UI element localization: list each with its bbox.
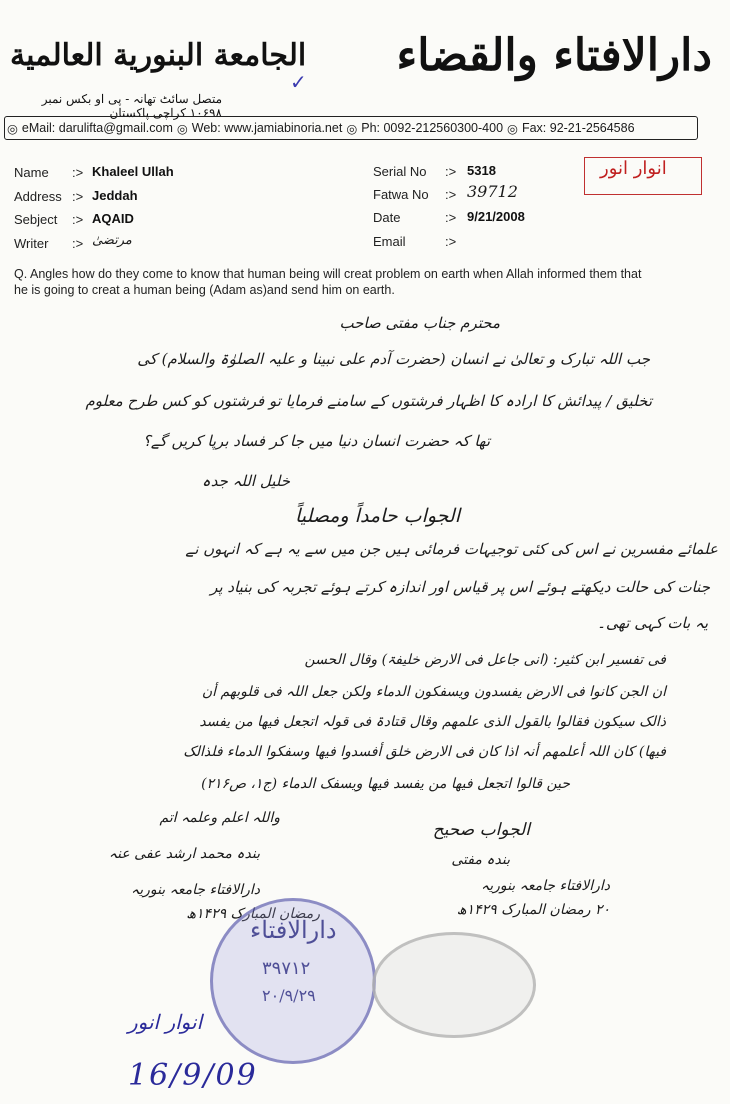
- web-icon: ◎: [176, 121, 188, 136]
- serial-separator: :>: [445, 164, 457, 179]
- hw-closing-date: رمضان المبارک ۱۴۲۹ھ: [186, 906, 320, 922]
- subject-label: Sebject: [14, 212, 58, 227]
- hw-answer-line3: یہ بات کہی تھی۔: [597, 614, 708, 632]
- phone-icon: ◎: [346, 121, 358, 136]
- subject-separator: :>: [72, 212, 84, 227]
- letterhead-title-right: دارالافتاء والقضاء: [396, 30, 712, 81]
- hw-tafsir-line3: ذالک سیکون فقالوا بالقول الذی علمھم وقال قتادۃ فی قولہ اتجعل فیھا من یفسد: [199, 714, 666, 730]
- letterhead-email: eMail: darulifta@gmail.com: [21, 121, 173, 135]
- serial-value: 5318: [467, 163, 496, 178]
- hw-witness-title: الجواب صحیح: [432, 820, 530, 840]
- hw-question-line1: جب اللہ تبارک و تعالیٰ نے انسان (حضرت آدم علی نبینا و علیہ الصلوٰۃ والسلام) کی: [137, 350, 650, 368]
- fax-icon: ◎: [507, 121, 518, 136]
- hw-witness-date: ۲۰ رمضان المبارک ۱۴۲۹ھ: [456, 902, 610, 918]
- bottom-date: 16/9/09: [128, 1058, 258, 1093]
- address-label: Address: [14, 189, 62, 204]
- serial-label: Serial No: [373, 164, 427, 179]
- date-value: 9/21/2008: [467, 209, 525, 224]
- fatwa-separator: :>: [445, 187, 457, 202]
- hw-asker: خلیل اللہ جدہ: [201, 472, 290, 490]
- red-stamp-text: انوار انور: [600, 158, 667, 179]
- name-label: Name: [14, 165, 49, 180]
- hw-answer-line1: علمائے مفسرین نے اس کی کئی توجیہات فرمائی ہیں جن میں سے یہ ہے کہ انہوں نے: [185, 540, 718, 558]
- date-label: Date: [373, 210, 401, 225]
- subject-value: AQAID: [92, 211, 134, 226]
- address-separator: :>: [72, 189, 84, 204]
- email-label: Email: [373, 234, 406, 249]
- hw-tafsir-line1: فی تفسیر ابن کثیر: (انی جاعل فی الارض خلیفۃ) وقال الحسن: [304, 652, 666, 668]
- hw-greeting: محترم جناب مفتی صاحب: [339, 314, 500, 332]
- letterhead-fax: Fax: 92-21-2564586: [521, 121, 635, 135]
- fatwa-value: 39712: [467, 182, 518, 201]
- email-separator: :>: [445, 234, 457, 249]
- hw-closing-name: بندہ محمد ارشد عفی عنہ: [108, 846, 260, 862]
- hw-tafsir-line2: ان الجن کانوا فی الارض یفسدون ویسفکون الدماء ولکن جعل اللہ فی قلوبھم أن: [201, 684, 666, 700]
- name-separator: :>: [72, 165, 84, 180]
- writer-label: Writer: [14, 236, 49, 251]
- hw-answer-heading: الجواب حامداً ومصلیاً: [295, 505, 460, 527]
- hw-witness-institution: دارالافتاء جامعہ بنوریہ: [480, 878, 610, 894]
- blue-seal-title: دارالافتاء: [250, 916, 337, 944]
- hw-closing-institution: دارالافتاء جامعہ بنوریہ: [130, 882, 260, 898]
- email-icon: ◎: [7, 121, 18, 136]
- hw-question-line2: تخلیق / پیدائش کا ارادہ کا اظہار فرشتوں کے سامنے فرمایا تو فرشتوں کو کس طرح معلوم: [85, 392, 652, 410]
- hw-question-line3: تھا کہ حضرت انسان دنیا میں جا کر فساد برپا کریں گے؟: [142, 432, 490, 450]
- writer-value: مرتضیٰ: [92, 233, 132, 248]
- letterhead-address: متصل سائٹ تھانہ - پی او بکس نمبر ۱۰۶۹۸ کراچی پاکستان: [41, 92, 222, 120]
- hw-witness-name: بندہ مفتی: [451, 852, 510, 868]
- date-separator: :>: [445, 210, 457, 225]
- letterhead-web: Web: www.jamiabinoria.net: [191, 121, 343, 135]
- blue-seal-number: ۳۹۷۱۲: [262, 958, 311, 979]
- question-text: Q. Angles how do they come to know that human being will creat problem on earth when Allah informed them that he is going to creat a human being (Adam as)and send him on earth.: [14, 267, 642, 297]
- contact-bar: [4, 116, 698, 140]
- name-value: Khaleel Ullah: [92, 164, 174, 179]
- hw-tafsir-line5: حین قالوا اتجعل فیھا من یفسد فیھا ویسفک الدماء (ج۱، ص۲۱۶): [201, 776, 570, 792]
- grey-seal: [372, 932, 536, 1038]
- hw-answer-line2: جنات کی حالت دیکھتے ہوئے اس پر قیاس اور اندازہ کرتے ہوئے تجربہ کی بنیاد پر: [210, 578, 710, 596]
- letterhead-title-left: الجامعة البنورية العالمية: [10, 38, 307, 73]
- pen-tick-mark: ✓: [290, 70, 307, 94]
- fatwa-label: Fatwa No: [373, 187, 429, 202]
- writer-separator: :>: [72, 236, 84, 251]
- hw-tafsir-line4: فیھا) کان اللہ أعلمھم أنہ اذا کان فی الارض خلق أفسدوا فیھا وسفکوا الدماء فلذالک: [183, 744, 666, 760]
- hw-closing-line1: واللہ اعلم وعلمہ اتم: [159, 810, 280, 826]
- address-value: Jeddah: [92, 188, 138, 203]
- blue-seal-date: ۲۰/۹/۲۹: [262, 986, 316, 1005]
- bottom-signature: انوار انور: [128, 1010, 203, 1034]
- letterhead-phone: Ph: 0092-212560300-400: [361, 121, 504, 135]
